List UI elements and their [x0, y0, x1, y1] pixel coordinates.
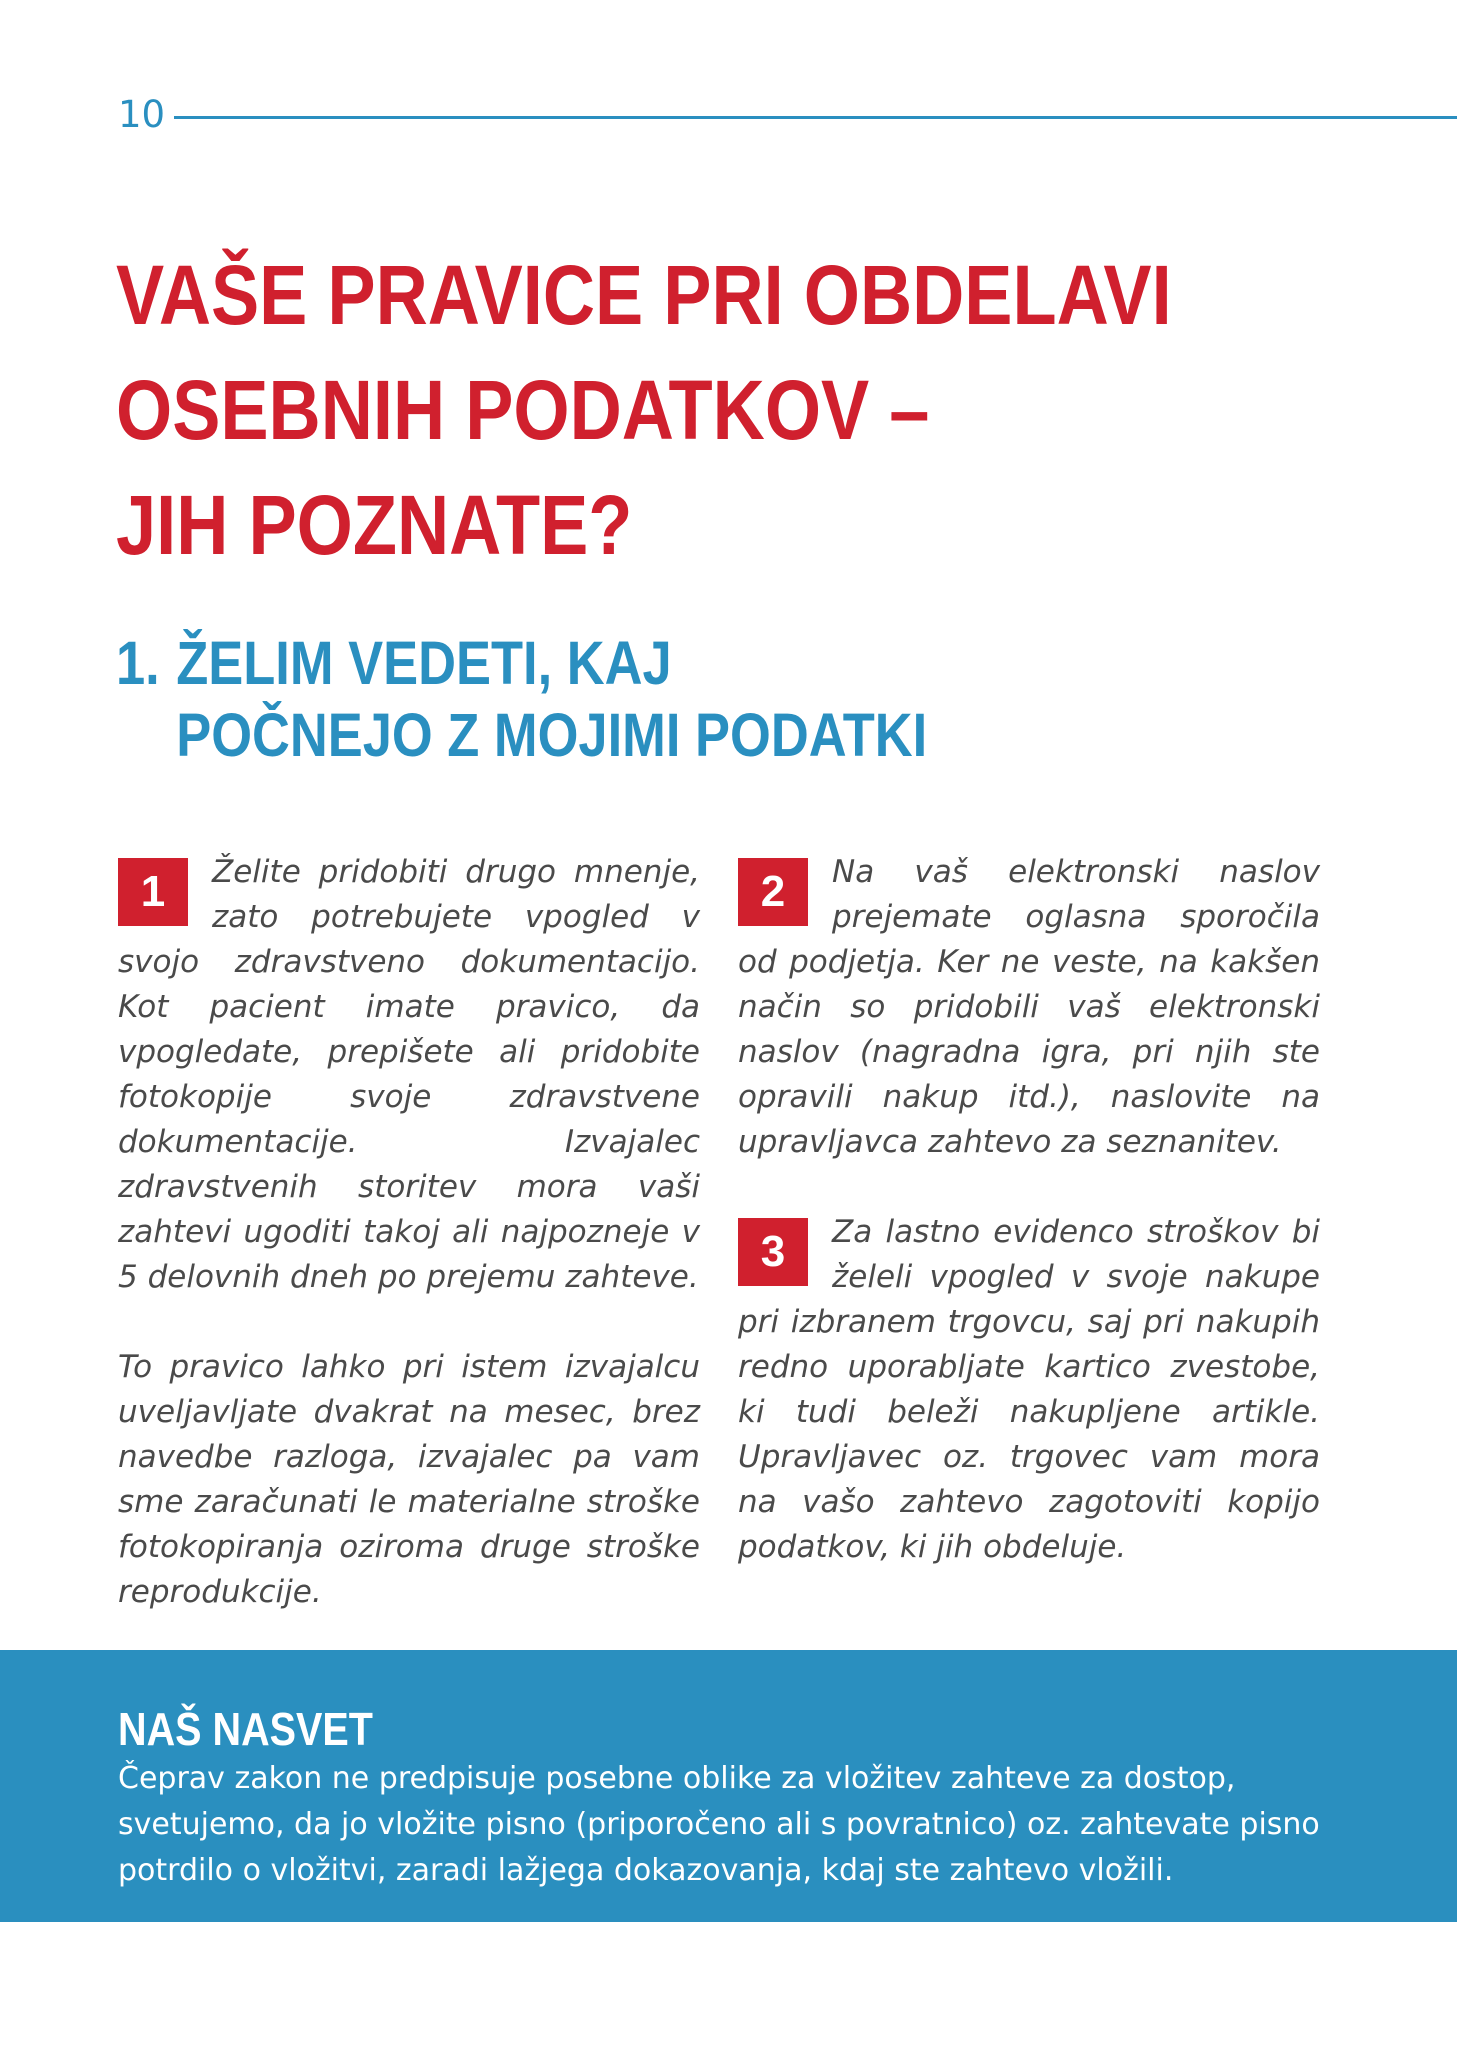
- page-title: [116, 238, 1191, 583]
- item-spacer: [738, 1165, 1320, 1210]
- page-title-line: JIH POZNATE?: [116, 478, 633, 572]
- tip-box: [0, 1650, 1457, 1922]
- item-number-badge: 3: [738, 1218, 808, 1286]
- section-title-line: POČNEJO Z MOJIMI PODATKI: [176, 701, 928, 769]
- section-title-line: ŽELIM VEDETI, KAJ: [176, 629, 672, 697]
- left-column: [118, 850, 700, 1615]
- section-number: 1.: [116, 629, 160, 697]
- tip-title: NAŠ NASVET: [118, 1703, 373, 1755]
- item-paragraph: Na vaš elektronski naslov prejemate oglasna sporočila od podjetja. Ker ne veste, na kakšen način so pridobili vaš elektronski naslov (nagradna igra, pri njih ste opravili nakup itd.), naslovite na upravljavca zahtevo za seznanitev.: [738, 854, 1320, 1160]
- item-number-badge: 1: [118, 858, 188, 926]
- header-rule: [174, 116, 1457, 119]
- page-title-line: VAŠE PRAVICE PRI OBDELAVI: [116, 248, 1172, 342]
- right-column: [738, 850, 1320, 1570]
- section-heading: [116, 627, 1105, 771]
- page-number: 10: [118, 93, 166, 136]
- item-paragraph: Želite pridobiti drugo mnenje, zato potrebujete vpogled v svojo zdravstveno dokumentacijo. Kot pacient imate pravico, da vpogledate, prepišete ali pridobite fotokopije svoje zdravstvene dokumentacije. Izvajalec zdravstvenih storitev mora vaši zahtevi ugoditi takoj ali najpozneje v 5 delovnih dneh po prejemu zahteve.: [118, 854, 700, 1295]
- page-title-line: OSEBNIH PODATKOV –: [116, 363, 930, 457]
- item-paragraph: To pravico lahko pri istem izvajalcu uveljavljate dvakrat na mesec, brez navedbe razloga, izvajalec pa vam sme zaračunati le materialne stroške fotokopiranja oziroma druge stroške reprodukcije.: [118, 1349, 700, 1610]
- tip-text: Čeprav zakon ne predpisuje posebne oblike za vložitev zahteve za dostop, svetujemo, da jo vložite pisno (priporočeno ali s povratnico) oz. zahtevate pisno potrdilo o vložitvi, zaradi lažjega dokazovanja, kdaj ste zahtevo vložili.: [118, 1761, 1320, 1888]
- item-number-badge: 2: [738, 858, 808, 926]
- item-paragraph: Za lastno evidenco stroškov bi želeli vpogled v svoje nakupe pri izbranem trgovcu, saj pri nakupih redno uporabljate kartico zvestobe, ki tudi beleži nakupljene artikle. Upravljavec oz. trgovec vam mora na vašo zahtevo zagotoviti kopijo podatkov, ki jih obdeluje.: [738, 1214, 1320, 1565]
